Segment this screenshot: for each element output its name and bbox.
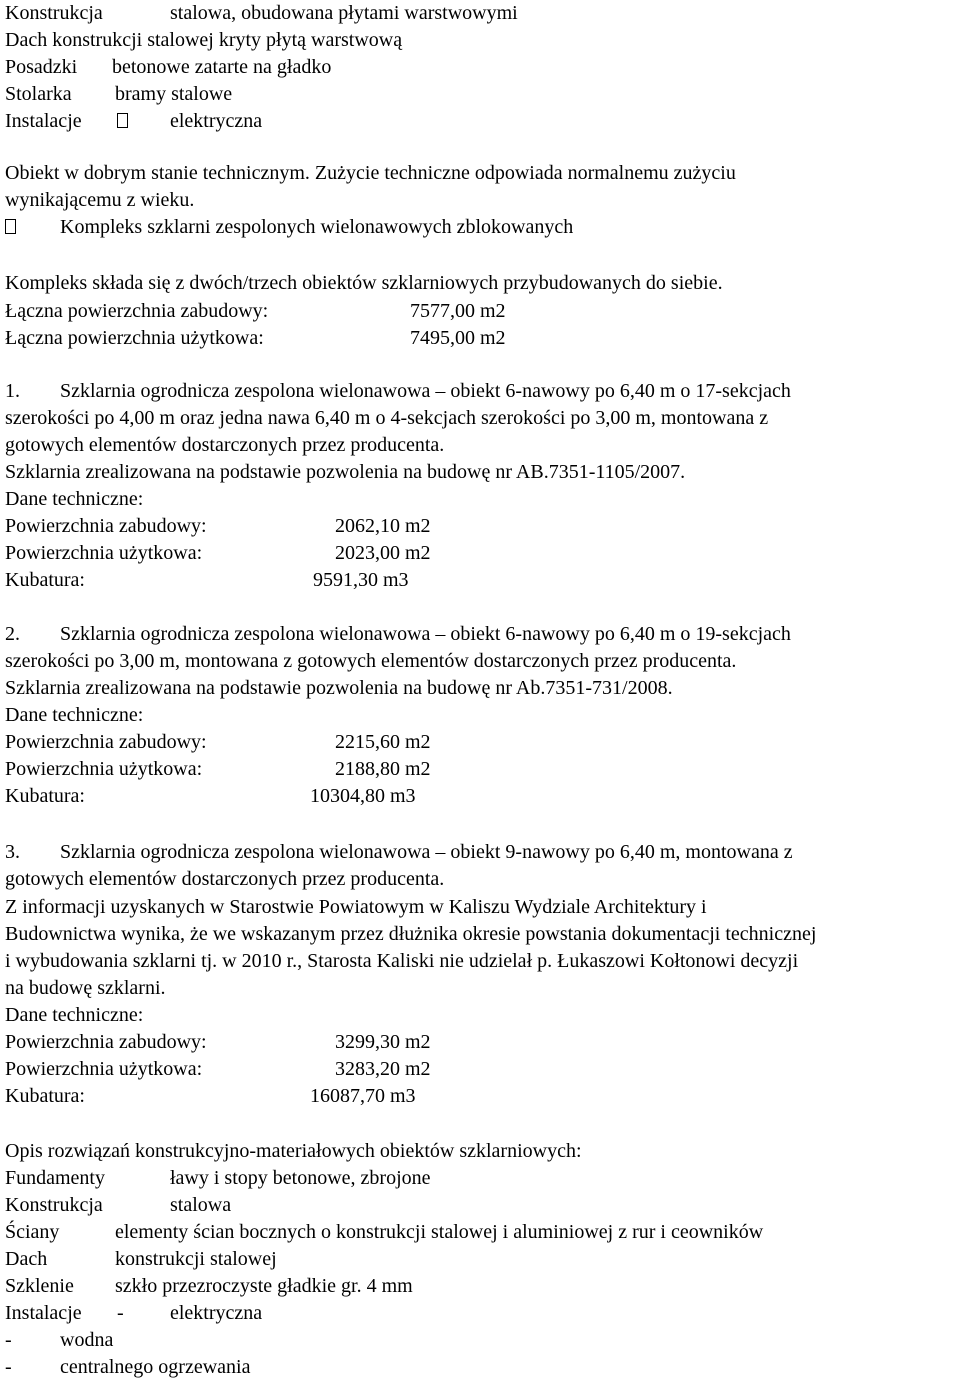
solution-label: Szklenie bbox=[5, 1275, 74, 1297]
tech-heading: Dane techniczne: bbox=[5, 488, 144, 510]
object-number: 1. bbox=[5, 380, 20, 402]
tech-heading: Dane techniczne: bbox=[5, 1004, 144, 1026]
tech-heading: Dane techniczne: bbox=[5, 704, 144, 726]
spec-text: Dach konstrukcji stalowej kryty płytą warstwową bbox=[5, 29, 403, 51]
total-label: Łączna powierzchnia użytkowa: bbox=[5, 327, 264, 349]
spec-value: elektryczna bbox=[170, 110, 263, 132]
object-3-line: gotowych elementów dostarczonych przez producenta. bbox=[5, 868, 445, 890]
solution-value: stalowa bbox=[170, 1194, 232, 1216]
solution-value: elementy ścian bocznych o konstrukcji stalowej i aluminiowej z rur i ceowników bbox=[115, 1221, 764, 1243]
stat-value: 2062,10 m2 bbox=[335, 515, 431, 537]
solution-label: Fundamenty bbox=[5, 1167, 105, 1189]
stat-label: Powierzchnia użytkowa: bbox=[5, 542, 203, 564]
stat-label: Kubatura: bbox=[5, 1085, 85, 1107]
condition-line: wynikającemu z wieku. bbox=[5, 189, 195, 211]
complex-description: Kompleks składa się z dwóch/trzech obiektów szklarniowych przybudowanych do siebie. bbox=[5, 272, 723, 294]
stat-value: 3283,20 m2 bbox=[335, 1058, 431, 1080]
total-label: Łączna powierzchnia zabudowy: bbox=[5, 300, 269, 322]
condition-line: Obiekt w dobrym stanie technicznym. Zużycie techniczne odpowiada normalnemu zużyciu bbox=[5, 162, 736, 184]
stat-value: 16087,70 m3 bbox=[310, 1085, 416, 1107]
stat-label: Kubatura: bbox=[5, 785, 85, 807]
solution-value: ławy i stopy betonowe, zbrojone bbox=[170, 1167, 431, 1189]
checkbox-glyph-icon bbox=[117, 108, 128, 135]
stat-value: 9591,30 m3 bbox=[313, 569, 409, 591]
stat-label: Powierzchnia użytkowa: bbox=[5, 758, 203, 780]
solution-label: Ściany bbox=[5, 1221, 60, 1243]
object-3-line: Budownictwa wynika, że we wskazanym przez dłużnika okresie powstania dokumentacji technicznej bbox=[5, 923, 817, 945]
object-text: Szklarnia ogrodnicza zespolona wielonawowa – obiekt 9-nawowy po 6,40 m, montowana z bbox=[60, 841, 793, 863]
stat-value: 10304,80 m3 bbox=[310, 785, 416, 807]
stat-label: Powierzchnia zabudowy: bbox=[5, 515, 207, 537]
solution-dash: - bbox=[117, 1302, 124, 1324]
spec-value: betonowe zatarte na gładko bbox=[112, 56, 332, 78]
complex-heading: Kompleks szklarni zespolonych wielonawowych zblokowanych bbox=[60, 216, 574, 238]
stat-value: 2023,00 m2 bbox=[335, 542, 431, 564]
spec-value: stalowa, obudowana płytami warstwowymi bbox=[170, 2, 518, 24]
spec-label: Posadzki bbox=[5, 56, 78, 78]
solution-value: elektryczna bbox=[170, 1302, 263, 1324]
spec-label: Konstrukcja bbox=[5, 2, 103, 24]
stat-value: 3299,30 m2 bbox=[335, 1031, 431, 1053]
stat-label: Powierzchnia zabudowy: bbox=[5, 1031, 207, 1053]
solution-label: Dach bbox=[5, 1248, 48, 1270]
total-value: 7495,00 m2 bbox=[410, 327, 506, 349]
solution-dash: - bbox=[5, 1356, 12, 1378]
solution-dash: - bbox=[5, 1329, 12, 1351]
object-2-line: szerokości po 3,00 m, montowana z gotowych elementów dostarczonych przez producenta. bbox=[5, 650, 737, 672]
solution-value: konstrukcji stalowej bbox=[115, 1248, 277, 1270]
stat-label: Powierzchnia zabudowy: bbox=[5, 731, 207, 753]
object-1-permit: Szklarnia zrealizowana na podstawie pozwolenia na budowę nr AB.7351-1105/2007. bbox=[5, 461, 686, 483]
stat-label: Kubatura: bbox=[5, 569, 85, 591]
object-3-line: Z informacji uzyskanych w Starostwie Powiatowym w Kaliszu Wydziale Architektury i bbox=[5, 896, 707, 918]
stat-value: 2188,80 m2 bbox=[335, 758, 431, 780]
solution-label: Instalacje bbox=[5, 1302, 82, 1324]
stat-value: 2215,60 m2 bbox=[335, 731, 431, 753]
object-text: Szklarnia ogrodnicza zespolona wielonawowa – obiekt 6-nawowy po 6,40 m o 19-sekcjach bbox=[60, 623, 791, 645]
object-text: Szklarnia ogrodnicza zespolona wielonawowa – obiekt 6-nawowy po 6,40 m o 17-sekcjach bbox=[60, 380, 791, 402]
object-3-line: na budowę szklarni. bbox=[5, 977, 166, 999]
solution-value: szkło przezroczyste gładkie gr. 4 mm bbox=[115, 1275, 413, 1297]
object-number: 2. bbox=[5, 623, 20, 645]
object-1-line: szerokości po 4,00 m oraz jedna nawa 6,40 m o 4-sekcjach szerokości po 3,00 m, montowana z bbox=[5, 407, 769, 429]
object-2-permit: Szklarnia zrealizowana na podstawie pozwolenia na budowę nr Ab.7351-731/2008. bbox=[5, 677, 673, 699]
solution-value: wodna bbox=[60, 1329, 114, 1351]
object-3-line: i wybudowania szklarni tj. w 2010 r., Starosta Kaliski nie udzielał p. Łukaszowi Kołtonowi decyzji bbox=[5, 950, 799, 972]
spec-label: Stolarka bbox=[5, 83, 72, 105]
solutions-heading: Opis rozwiązań konstrukcyjno-materiałowych obiektów szklarniowych: bbox=[5, 1140, 582, 1162]
object-1-line: gotowych elementów dostarczonych przez producenta. bbox=[5, 434, 445, 456]
spec-label: Instalacje bbox=[5, 110, 82, 132]
solution-value: centralnego ogrzewania bbox=[60, 1356, 251, 1378]
solution-label: Konstrukcja bbox=[5, 1194, 103, 1216]
checkbox-glyph-icon bbox=[5, 214, 16, 241]
total-value: 7577,00 m2 bbox=[410, 300, 506, 322]
spec-value: bramy stalowe bbox=[115, 83, 233, 105]
object-number: 3. bbox=[5, 841, 20, 863]
stat-label: Powierzchnia użytkowa: bbox=[5, 1058, 203, 1080]
